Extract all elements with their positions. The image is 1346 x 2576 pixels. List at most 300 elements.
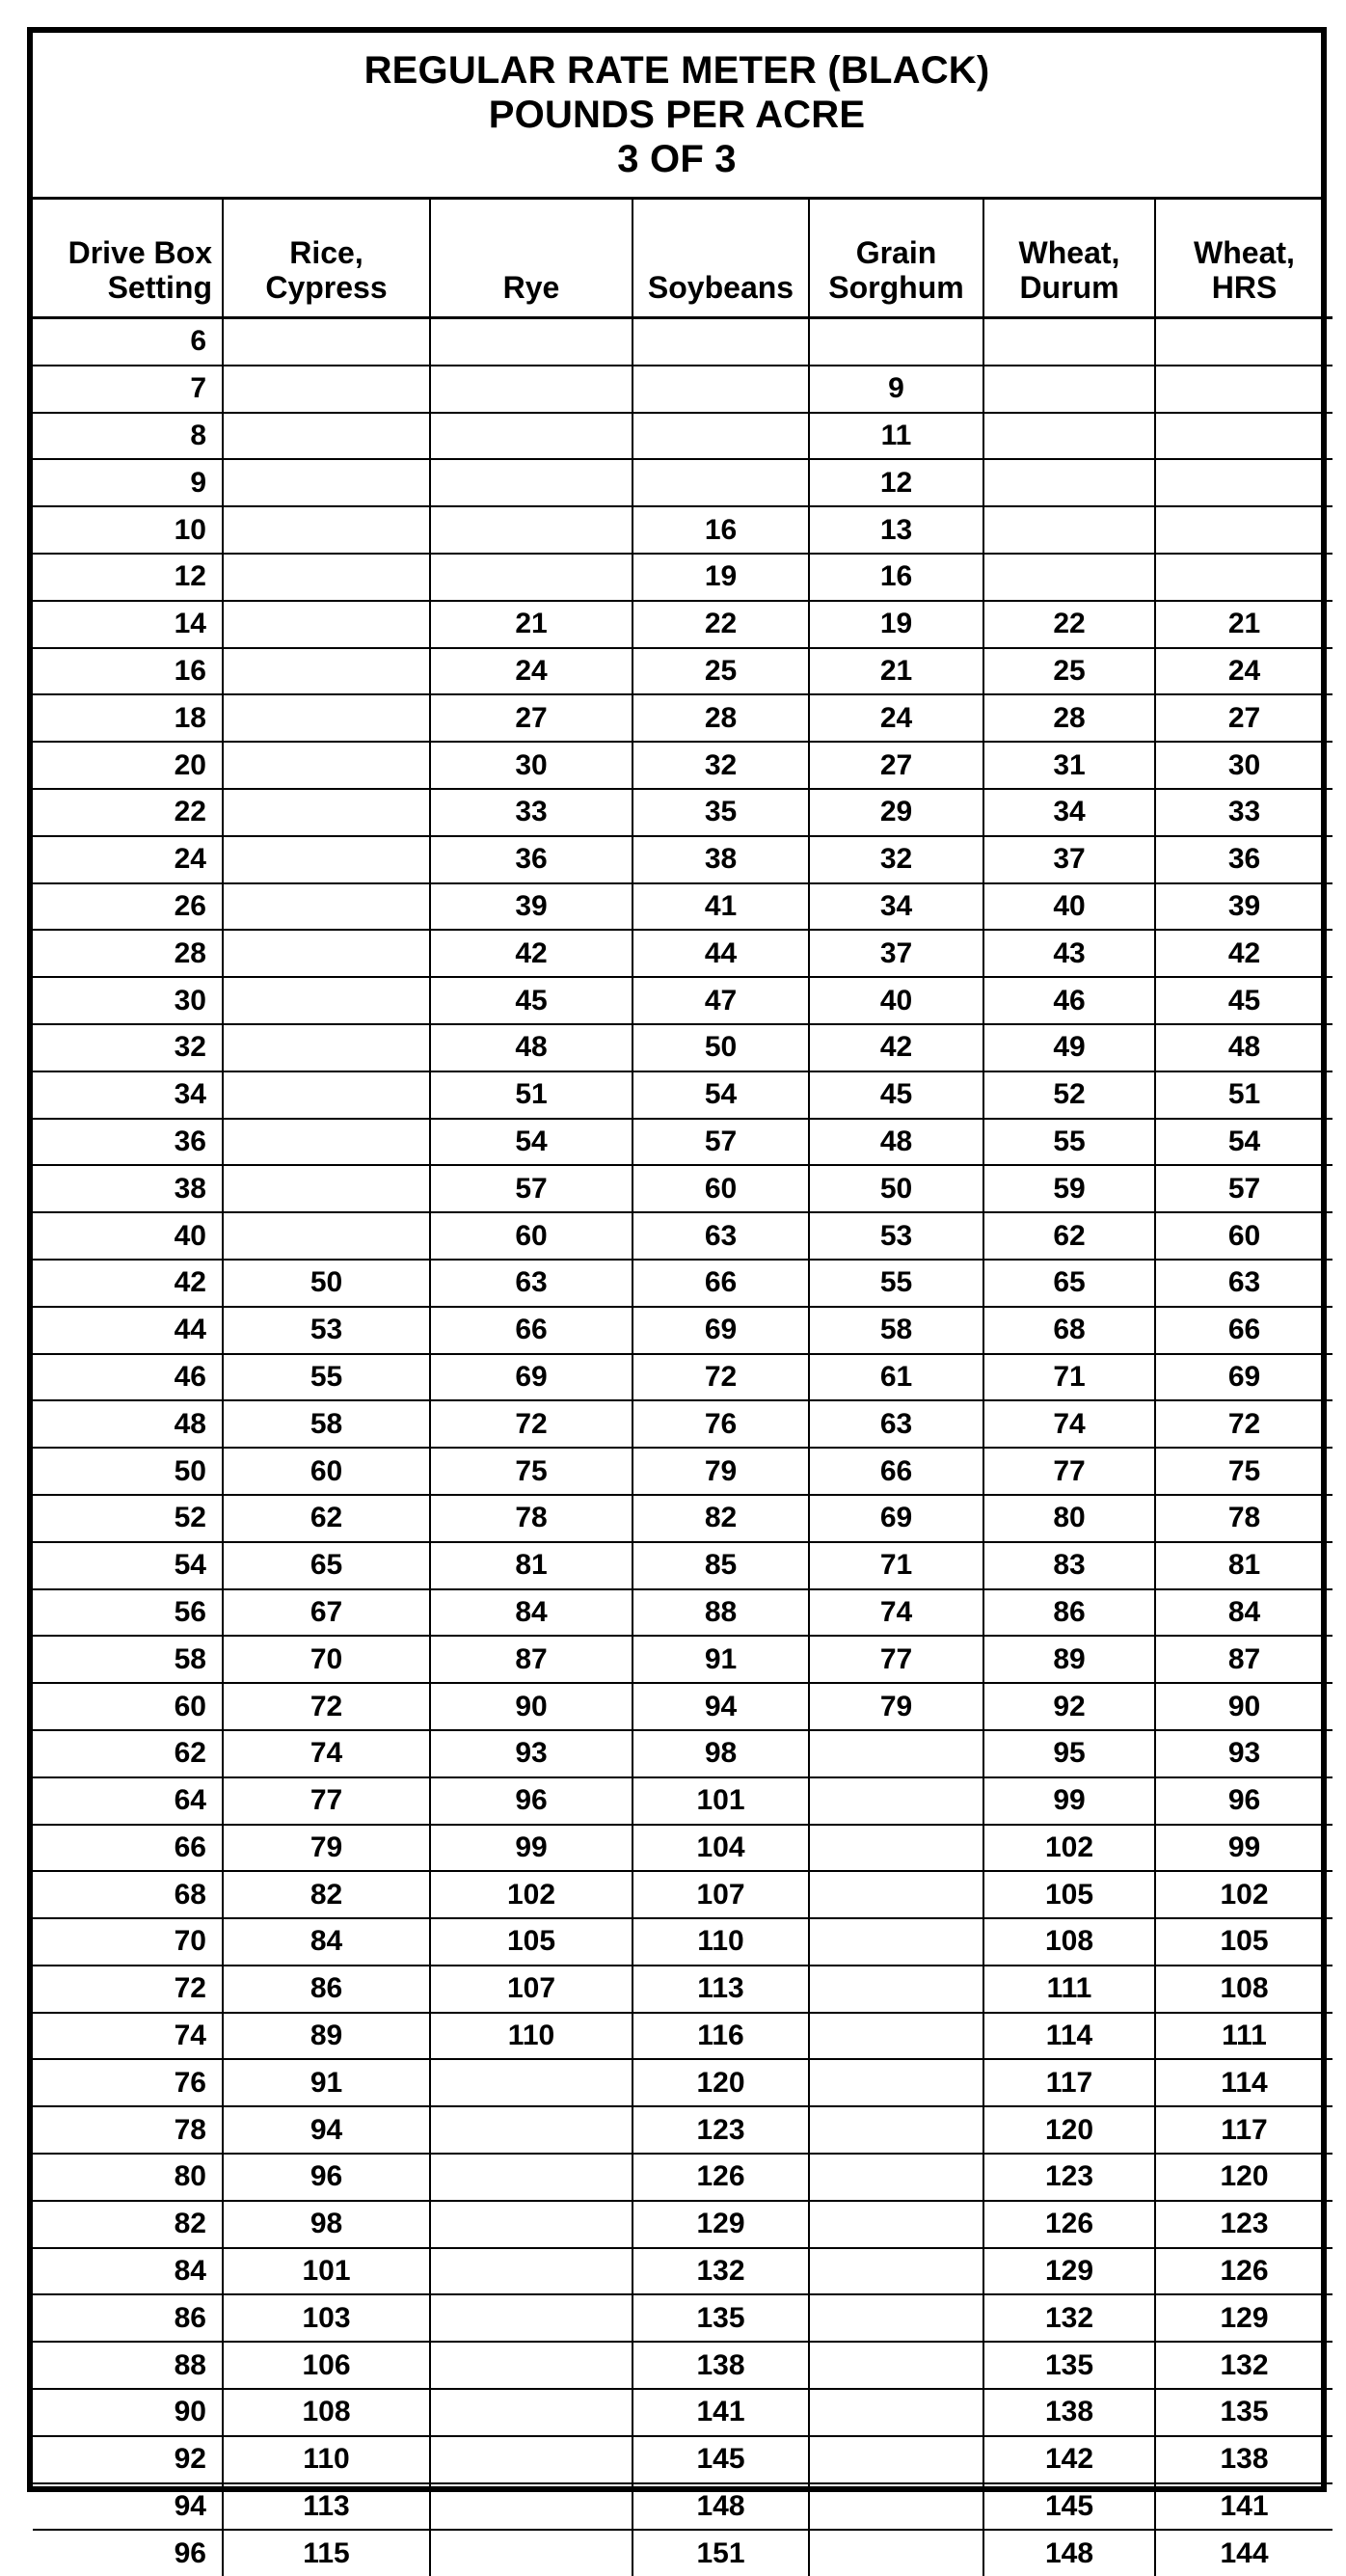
soybeans-cell: 123	[633, 2106, 809, 2154]
chart-title: REGULAR RATE METER (BLACK)	[364, 48, 990, 93]
wheat-durum-cell: 68	[983, 1307, 1155, 1354]
soybeans-cell: 126	[633, 2154, 809, 2201]
grain-sorghum-cell	[809, 2483, 983, 2531]
drive-box-setting-cell: 86	[33, 2294, 223, 2342]
rye-cell: 78	[430, 1495, 633, 1542]
rice-cypress-cell: 103	[223, 2294, 430, 2342]
wheat-hrs-cell: 96	[1155, 1777, 1333, 1825]
rye-cell	[430, 2436, 633, 2483]
drive-box-setting-cell: 46	[33, 1354, 223, 1401]
grain-sorghum-cell	[809, 2342, 983, 2389]
rye-cell: 57	[430, 1165, 633, 1212]
wheat-durum-cell: 80	[983, 1495, 1155, 1542]
rye-cell: 36	[430, 836, 633, 883]
soybeans-cell: 94	[633, 1683, 809, 1730]
soybeans-cell: 32	[633, 742, 809, 789]
grain-sorghum-cell: 32	[809, 836, 983, 883]
wheat-durum-cell: 34	[983, 789, 1155, 836]
rice-cypress-cell	[223, 930, 430, 977]
grain-sorghum-cell	[809, 2530, 983, 2576]
wheat-durum-cell: 22	[983, 601, 1155, 648]
wheat-hrs-cell: 84	[1155, 1589, 1333, 1637]
rice-cypress-cell: 98	[223, 2201, 430, 2248]
rye-cell: 24	[430, 648, 633, 695]
table-row	[33, 554, 1333, 601]
wheat-hrs-cell: 42	[1155, 930, 1333, 977]
table-row	[33, 2483, 1333, 2531]
grain-sorghum-cell: 19	[809, 601, 983, 648]
grain-sorghum-cell: 21	[809, 648, 983, 695]
rice-cypress-cell	[223, 318, 430, 366]
table-row	[33, 1636, 1333, 1683]
drive-box-setting-cell: 74	[33, 2013, 223, 2060]
soybeans-cell: 16	[633, 506, 809, 554]
rate-chart-sheet	[27, 27, 1327, 2492]
table-row	[33, 694, 1333, 742]
wheat-hrs-cell: 63	[1155, 1260, 1333, 1307]
soybeans-cell: 76	[633, 1400, 809, 1448]
wheat-hrs-cell: 90	[1155, 1683, 1333, 1730]
drive-box-setting-cell: 14	[33, 601, 223, 648]
grain-sorghum-cell	[809, 2013, 983, 2060]
grain-sorghum-cell: 16	[809, 554, 983, 601]
soybeans-cell: 44	[633, 930, 809, 977]
wheat-hrs-cell	[1155, 318, 1333, 366]
wheat-hrs-cell: 123	[1155, 2201, 1333, 2248]
drive-box-setting-cell: 44	[33, 1307, 223, 1354]
rye-cell: 69	[430, 1354, 633, 1401]
wheat-durum-cell	[983, 318, 1155, 366]
soybeans-cell: 141	[633, 2389, 809, 2436]
rye-cell	[430, 2201, 633, 2248]
wheat-hrs-cell: 141	[1155, 2483, 1333, 2531]
rice-cypress-cell: 84	[223, 1918, 430, 1966]
wheat-hrs-cell: 45	[1155, 977, 1333, 1024]
grain-sorghum-cell: 24	[809, 694, 983, 742]
table-row	[33, 2248, 1333, 2295]
soybeans-cell: 88	[633, 1589, 809, 1637]
rye-cell: 75	[430, 1448, 633, 1495]
rice-cypress-cell: 74	[223, 1730, 430, 1777]
wheat-durum-cell: 126	[983, 2201, 1155, 2248]
rye-cell	[430, 2389, 633, 2436]
soybeans-cell: 57	[633, 1119, 809, 1166]
grain-sorghum-cell	[809, 2389, 983, 2436]
table-row	[33, 2201, 1333, 2248]
wheat-durum-cell: 123	[983, 2154, 1155, 2201]
grain-sorghum-cell: 79	[809, 1683, 983, 1730]
drive-box-setting-cell: 54	[33, 1542, 223, 1589]
grain-sorghum-cell: 34	[809, 883, 983, 931]
wheat-hrs-cell: 39	[1155, 883, 1333, 931]
wheat-hrs-cell: 129	[1155, 2294, 1333, 2342]
rice-cypress-cell	[223, 554, 430, 601]
table-row	[33, 1165, 1333, 1212]
grain-sorghum-cell	[809, 1730, 983, 1777]
soybeans-cell: 98	[633, 1730, 809, 1777]
seeding-rate-table	[33, 200, 1333, 2576]
rye-cell: 99	[430, 1825, 633, 1872]
wheat-durum-cell: 77	[983, 1448, 1155, 1495]
drive-box-setting-cell: 60	[33, 1683, 223, 1730]
drive-box-setting-cell: 40	[33, 1212, 223, 1260]
grain-sorghum-cell: 48	[809, 1119, 983, 1166]
soybeans-cell: 79	[633, 1448, 809, 1495]
rye-cell: 60	[430, 1212, 633, 1260]
drive-box-setting-cell: 48	[33, 1400, 223, 1448]
wheat-hrs-cell: 132	[1155, 2342, 1333, 2389]
table-row	[33, 1871, 1333, 1918]
soybeans-cell: 151	[633, 2530, 809, 2576]
wheat-hrs-cell: 51	[1155, 1071, 1333, 1119]
drive-box-setting-cell: 78	[33, 2106, 223, 2154]
wheat-durum-cell: 71	[983, 1354, 1155, 1401]
soybeans-cell: 135	[633, 2294, 809, 2342]
grain-sorghum-cell: 50	[809, 1165, 983, 1212]
wheat-durum-cell: 135	[983, 2342, 1155, 2389]
rice-cypress-cell	[223, 1119, 430, 1166]
wheat-hrs-cell: 87	[1155, 1636, 1333, 1683]
soybeans-cell: 50	[633, 1024, 809, 1071]
wheat-durum-cell: 148	[983, 2530, 1155, 2576]
rice-cypress-cell: 101	[223, 2248, 430, 2295]
wheat-durum-cell: 83	[983, 1542, 1155, 1589]
drive-box-setting-cell: 94	[33, 2483, 223, 2531]
wheat-durum-cell: 55	[983, 1119, 1155, 1166]
drive-box-setting-cell: 30	[33, 977, 223, 1024]
rye-cell	[430, 554, 633, 601]
drive-box-setting-cell: 72	[33, 1966, 223, 2013]
rye-cell	[430, 2483, 633, 2531]
drive-box-setting-cell: 96	[33, 2530, 223, 2576]
soybeans-cell: 113	[633, 1966, 809, 2013]
rice-cypress-cell: 106	[223, 2342, 430, 2389]
rice-cypress-cell	[223, 1212, 430, 1260]
wheat-durum-cell: 95	[983, 1730, 1155, 1777]
drive-box-setting-cell: 76	[33, 2059, 223, 2106]
drive-box-setting-cell: 42	[33, 1260, 223, 1307]
wheat-hrs-cell: 117	[1155, 2106, 1333, 2154]
soybeans-cell: 101	[633, 1777, 809, 1825]
wheat-hrs-header: Wheat, HRS	[1155, 200, 1333, 318]
grain-sorghum-cell: 74	[809, 1589, 983, 1637]
table-row	[33, 1354, 1333, 1401]
drive-box-setting-cell: 80	[33, 2154, 223, 2201]
wheat-hrs-cell: 102	[1155, 1871, 1333, 1918]
soybeans-cell: 145	[633, 2436, 809, 2483]
grain-sorghum-cell	[809, 2201, 983, 2248]
wheat-durum-cell: 28	[983, 694, 1155, 742]
table-row	[33, 2154, 1333, 2201]
table-row	[33, 601, 1333, 648]
rye-cell: 63	[430, 1260, 633, 1307]
wheat-hrs-cell: 120	[1155, 2154, 1333, 2201]
rye-cell: 72	[430, 1400, 633, 1448]
table-row	[33, 2013, 1333, 2060]
rice-cypress-cell	[223, 742, 430, 789]
rye-cell	[430, 2294, 633, 2342]
rye-cell	[430, 506, 633, 554]
soybeans-cell: 148	[633, 2483, 809, 2531]
soybeans-cell: 132	[633, 2248, 809, 2295]
soybeans-cell: 19	[633, 554, 809, 601]
wheat-durum-cell: 92	[983, 1683, 1155, 1730]
grain-sorghum-cell: 53	[809, 1212, 983, 1260]
rye-cell: 105	[430, 1918, 633, 1966]
table-row	[33, 1825, 1333, 1872]
grain-sorghum-cell: 55	[809, 1260, 983, 1307]
soybeans-cell: 110	[633, 1918, 809, 1966]
drive-box-setting-cell: 10	[33, 506, 223, 554]
rye-cell	[430, 2530, 633, 2576]
rye-cell: 51	[430, 1071, 633, 1119]
wheat-durum-cell: 25	[983, 648, 1155, 695]
drive-box-setting-cell: 6	[33, 318, 223, 366]
wheat-durum-cell: 129	[983, 2248, 1155, 2295]
wheat-hrs-cell	[1155, 459, 1333, 506]
wheat-durum-cell	[983, 366, 1155, 413]
rice-cypress-cell: 110	[223, 2436, 430, 2483]
rice-cypress-cell: 65	[223, 1542, 430, 1589]
rye-cell	[430, 2154, 633, 2201]
wheat-durum-cell: 142	[983, 2436, 1155, 2483]
rice-cypress-cell: 91	[223, 2059, 430, 2106]
wheat-durum-cell: 31	[983, 742, 1155, 789]
rice-cypress-cell	[223, 413, 430, 460]
rice-cypress-cell	[223, 789, 430, 836]
drive-box-setting-cell: 58	[33, 1636, 223, 1683]
wheat-hrs-cell: 114	[1155, 2059, 1333, 2106]
table-row	[33, 2294, 1333, 2342]
rice-cypress-cell: 79	[223, 1825, 430, 1872]
drive-box-setting-cell: 28	[33, 930, 223, 977]
wheat-hrs-cell: 30	[1155, 742, 1333, 789]
table-row	[33, 1307, 1333, 1354]
wheat-durum-cell: 114	[983, 2013, 1155, 2060]
drive-box-setting-cell: 22	[33, 789, 223, 836]
grain-sorghum-cell: 29	[809, 789, 983, 836]
wheat-durum-cell: 89	[983, 1636, 1155, 1683]
drive-box-setting-cell: 70	[33, 1918, 223, 1966]
grain-sorghum-cell: 63	[809, 1400, 983, 1448]
drive-box-setting-cell: 82	[33, 2201, 223, 2248]
rye-cell: 90	[430, 1683, 633, 1730]
soybeans-cell: 38	[633, 836, 809, 883]
table-row	[33, 1918, 1333, 1966]
rye-cell: 84	[430, 1589, 633, 1637]
rye-cell: 107	[430, 1966, 633, 2013]
wheat-durum-cell: 145	[983, 2483, 1155, 2531]
table-row	[33, 1730, 1333, 1777]
soybeans-cell: 28	[633, 694, 809, 742]
grain-sorghum-cell: 77	[809, 1636, 983, 1683]
soybeans-cell: 72	[633, 1354, 809, 1401]
table-row	[33, 1212, 1333, 1260]
table-row	[33, 648, 1333, 695]
soybeans-cell: 25	[633, 648, 809, 695]
rice-cypress-cell: 67	[223, 1589, 430, 1637]
rye-cell: 110	[430, 2013, 633, 2060]
rice-cypress-cell: 77	[223, 1777, 430, 1825]
rice-cypress-cell: 55	[223, 1354, 430, 1401]
rice-cypress-cell	[223, 366, 430, 413]
wheat-hrs-cell: 144	[1155, 2530, 1333, 2576]
rice-cypress-cell: 108	[223, 2389, 430, 2436]
rye-cell	[430, 2248, 633, 2295]
rice-cypress-cell	[223, 601, 430, 648]
rice-cypress-cell	[223, 648, 430, 695]
soybeans-cell: 129	[633, 2201, 809, 2248]
wheat-hrs-cell	[1155, 366, 1333, 413]
rice-cypress-cell: 50	[223, 1260, 430, 1307]
table-row	[33, 1024, 1333, 1071]
soybeans-cell: 91	[633, 1636, 809, 1683]
wheat-durum-cell: 49	[983, 1024, 1155, 1071]
grain-sorghum-cell: 42	[809, 1024, 983, 1071]
table-row	[33, 742, 1333, 789]
wheat-durum-cell: 132	[983, 2294, 1155, 2342]
table-header	[33, 200, 1333, 318]
grain-sorghum-cell	[809, 1871, 983, 1918]
rice-cypress-cell	[223, 506, 430, 554]
rice-cypress-cell	[223, 1071, 430, 1119]
rice-cypress-cell: 72	[223, 1683, 430, 1730]
wheat-durum-cell: 43	[983, 930, 1155, 977]
rice-cypress-cell: 96	[223, 2154, 430, 2201]
drive-box-setting-cell: 84	[33, 2248, 223, 2295]
table-row	[33, 1448, 1333, 1495]
grain-sorghum-cell	[809, 2294, 983, 2342]
rye-cell: 30	[430, 742, 633, 789]
grain-sorghum-cell	[809, 1825, 983, 1872]
rye-cell: 54	[430, 1119, 633, 1166]
wheat-durum-header: Wheat, Durum	[983, 200, 1155, 318]
table-row	[33, 1119, 1333, 1166]
table-row	[33, 2389, 1333, 2436]
wheat-hrs-cell: 111	[1155, 2013, 1333, 2060]
soybeans-cell: 107	[633, 1871, 809, 1918]
wheat-hrs-cell: 138	[1155, 2436, 1333, 2483]
table-row	[33, 318, 1333, 366]
grain-sorghum-cell: 45	[809, 1071, 983, 1119]
grain-sorghum-cell: 61	[809, 1354, 983, 1401]
wheat-hrs-cell: 48	[1155, 1024, 1333, 1071]
wheat-durum-cell	[983, 506, 1155, 554]
wheat-hrs-cell: 78	[1155, 1495, 1333, 1542]
rice-cypress-cell: 62	[223, 1495, 430, 1542]
wheat-hrs-cell	[1155, 554, 1333, 601]
soybeans-cell: 47	[633, 977, 809, 1024]
table-row	[33, 2530, 1333, 2576]
rye-cell: 66	[430, 1307, 633, 1354]
table-row	[33, 1683, 1333, 1730]
grain-sorghum-cell: 37	[809, 930, 983, 977]
soybeans-cell: 116	[633, 2013, 809, 2060]
rice-cypress-cell: 94	[223, 2106, 430, 2154]
wheat-hrs-cell: 135	[1155, 2389, 1333, 2436]
wheat-hrs-cell: 60	[1155, 1212, 1333, 1260]
table-row	[33, 1542, 1333, 1589]
wheat-hrs-cell: 69	[1155, 1354, 1333, 1401]
wheat-hrs-cell: 108	[1155, 1966, 1333, 2013]
wheat-durum-cell: 102	[983, 1825, 1155, 1872]
table-row	[33, 1966, 1333, 2013]
rye-cell: 27	[430, 694, 633, 742]
rye-header: Rye	[430, 200, 633, 318]
soybeans-cell: 85	[633, 1542, 809, 1589]
table-row	[33, 506, 1333, 554]
rye-cell: 102	[430, 1871, 633, 1918]
wheat-durum-cell: 108	[983, 1918, 1155, 1966]
drive-box-setting-cell: 32	[33, 1024, 223, 1071]
grain-sorghum-cell: 9	[809, 366, 983, 413]
drive-box-setting-cell: 7	[33, 366, 223, 413]
grain-sorghum-cell: 69	[809, 1495, 983, 1542]
wheat-durum-cell: 105	[983, 1871, 1155, 1918]
rye-cell: 96	[430, 1777, 633, 1825]
rice-cypress-cell: 115	[223, 2530, 430, 2576]
rye-cell: 45	[430, 977, 633, 1024]
rye-cell	[430, 2106, 633, 2154]
drive-box-setting-cell: 26	[33, 883, 223, 931]
wheat-hrs-cell: 93	[1155, 1730, 1333, 1777]
grain-sorghum-cell: 27	[809, 742, 983, 789]
table-row	[33, 2342, 1333, 2389]
rye-cell: 21	[430, 601, 633, 648]
grain-sorghum-cell: 66	[809, 1448, 983, 1495]
soybeans-cell: 60	[633, 1165, 809, 1212]
table-row	[33, 883, 1333, 931]
grain-sorghum-cell	[809, 1918, 983, 1966]
rice-cypress-header: Rice, Cypress	[223, 200, 430, 318]
table-row	[33, 2436, 1333, 2483]
table-row	[33, 2059, 1333, 2106]
table-row	[33, 459, 1333, 506]
table-row	[33, 2106, 1333, 2154]
rice-cypress-cell: 113	[223, 2483, 430, 2531]
soybeans-cell: 104	[633, 1825, 809, 1872]
soybeans-cell	[633, 413, 809, 460]
table-row	[33, 1260, 1333, 1307]
rye-cell	[430, 459, 633, 506]
table-row	[33, 1071, 1333, 1119]
soybeans-cell: 138	[633, 2342, 809, 2389]
drive-box-setting-cell: 24	[33, 836, 223, 883]
chart-subtitle: POUNDS PER ACRE	[489, 93, 865, 137]
wheat-hrs-cell	[1155, 413, 1333, 460]
soybeans-cell: 82	[633, 1495, 809, 1542]
soybeans-cell	[633, 459, 809, 506]
drive-box-setting-cell: 92	[33, 2436, 223, 2483]
header-row	[33, 200, 1333, 318]
rice-cypress-cell	[223, 883, 430, 931]
wheat-durum-cell	[983, 459, 1155, 506]
wheat-durum-cell: 86	[983, 1589, 1155, 1637]
rice-cypress-cell	[223, 1024, 430, 1071]
rice-cypress-cell: 53	[223, 1307, 430, 1354]
rye-cell: 39	[430, 883, 633, 931]
wheat-durum-cell	[983, 413, 1155, 460]
soybeans-cell: 120	[633, 2059, 809, 2106]
drive-box-setting-cell: 90	[33, 2389, 223, 2436]
soybeans-cell: 22	[633, 601, 809, 648]
soybeans-cell: 69	[633, 1307, 809, 1354]
grain-sorghum-cell: 71	[809, 1542, 983, 1589]
table-row	[33, 366, 1333, 413]
grain-sorghum-cell	[809, 2436, 983, 2483]
wheat-durum-cell: 65	[983, 1260, 1155, 1307]
wheat-hrs-cell: 24	[1155, 648, 1333, 695]
